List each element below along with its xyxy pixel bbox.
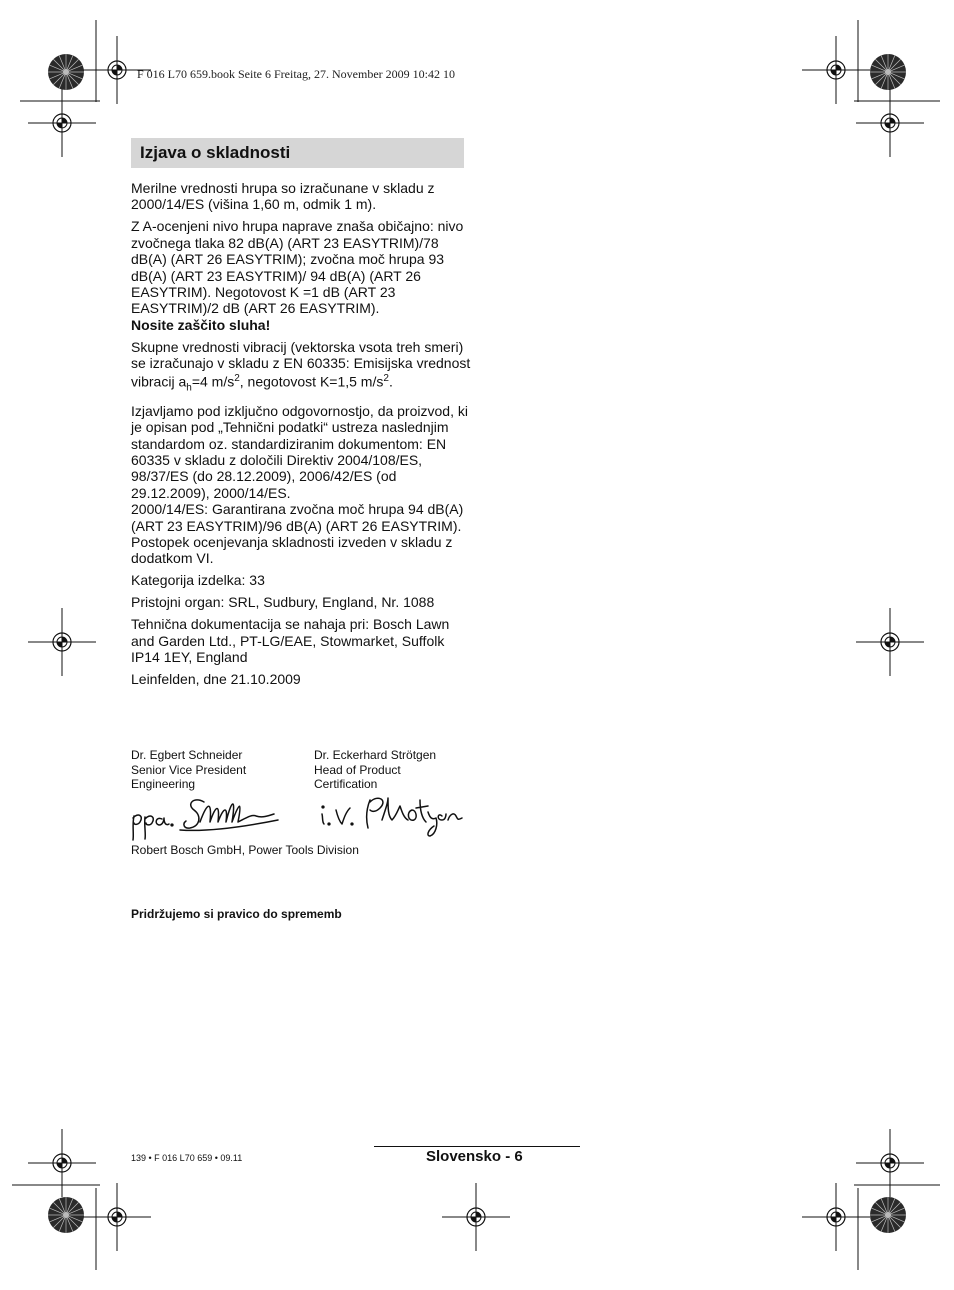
signatory-role: Certification xyxy=(314,777,378,792)
declaration-body xyxy=(131,180,471,693)
hearing-protection-warning: Nosite zaščito sluha! xyxy=(131,316,271,333)
signatory-role: Engineering xyxy=(131,777,196,792)
signatory-role: Head of Product xyxy=(314,762,401,777)
notified-body: Pristojni organ: SRL, Sudbury, England, Nr. 1088 xyxy=(131,594,435,611)
paragraph-noise-measurement: Merilne vrednosti hrupa so izračunane v skladu z 2000/14/ES (višina 1,60 m, odmik 1 m). xyxy=(131,180,435,213)
signatory-role: Senior Vice President xyxy=(131,762,247,777)
print-header: F 016 L70 659.book Seite 6 Freitag, 27. November 2009 10:42 10 xyxy=(137,67,455,81)
technical-documentation: Tehnična dokumentacija se nahaja pri: Bosch Lawn and Garden Ltd., PT-LG/EAE, Stowmarket, Suffolk IP14 1EY, England xyxy=(131,616,450,666)
signatory-name: Dr. Egbert Schneider xyxy=(131,748,243,762)
section-title-bar xyxy=(131,138,464,168)
signature-left-image xyxy=(128,790,288,842)
paragraph-conformity: Izjavljamo pod izključno odgovornostjo, da proizvod, ki je opisan pod „Tehnični podatki“ ustreza naslednjim standardom oz. standardiziranim dokumentom: EN 60335 v skladu z določili Direktiv 2004/108/ES, 98/37/ES (do 28.12.2009), 2006/42/ES (od 29.12.2009), 2000/14/ES. xyxy=(131,402,468,501)
company-division: Robert Bosch GmbH, Power Tools Division xyxy=(131,843,359,857)
section-title: Izjava o skladnosti xyxy=(140,143,291,162)
product-category: Kategorija izdelka: 33 xyxy=(131,572,265,589)
place-date: Leinfelden, dne 21.10.2009 xyxy=(131,670,301,687)
signatory-name: Dr. Eckerhard Strötgen xyxy=(314,748,437,762)
signature-right-image xyxy=(316,790,466,842)
paragraph-vibration: Skupne vrednosti vibracij (vektorska vsota treh smeri) se izračunajo v skladu z EN 60335: Emisijska vrednost vibracij $a_h=4$ $m/s^2$, negotovost K=1,5 $m/s^2$. xyxy=(131,338,471,394)
page-label: Slovensko - 6 xyxy=(426,1148,523,1165)
paragraph-guaranteed-power: 2000/14/ES: Garantirana zvočna moč hrupa 94 dB(A) (ART 23 EASYTRIM)/96 dB(A) (ART 26 EASYTRIM). xyxy=(131,501,464,534)
footer-doc-code: 139 • F 016 L70 659 • 09.11 xyxy=(131,1153,243,1163)
paragraph-noise-level: Z A-ocenjeni nivo hrupa naprave znaša običajno: nivo zvočnega tlaka 82 dB(A) (ART 23 EASYTRIM)/78 dB(A) (ART 26 EASYTRIM); zvočna moč hrupa 93 dB(A) (ART 23 EASYTRIM)/ 94 dB(A) (ART 26 EASYTRIM). Negotovost K =1 dB (ART 23 EASYTRIM)/2 dB (ART 26 EASYTRIM). xyxy=(131,218,464,317)
signatory-right xyxy=(314,748,436,792)
footer-rule xyxy=(374,1146,580,1147)
reserve-note: Pridržujemo si pravico do sprememb xyxy=(131,907,342,921)
paragraph-assessment-procedure: Postopek ocenjevanja skladnosti izveden v skladu z dodatkom VI. xyxy=(131,534,453,567)
signatory-left xyxy=(131,748,246,792)
